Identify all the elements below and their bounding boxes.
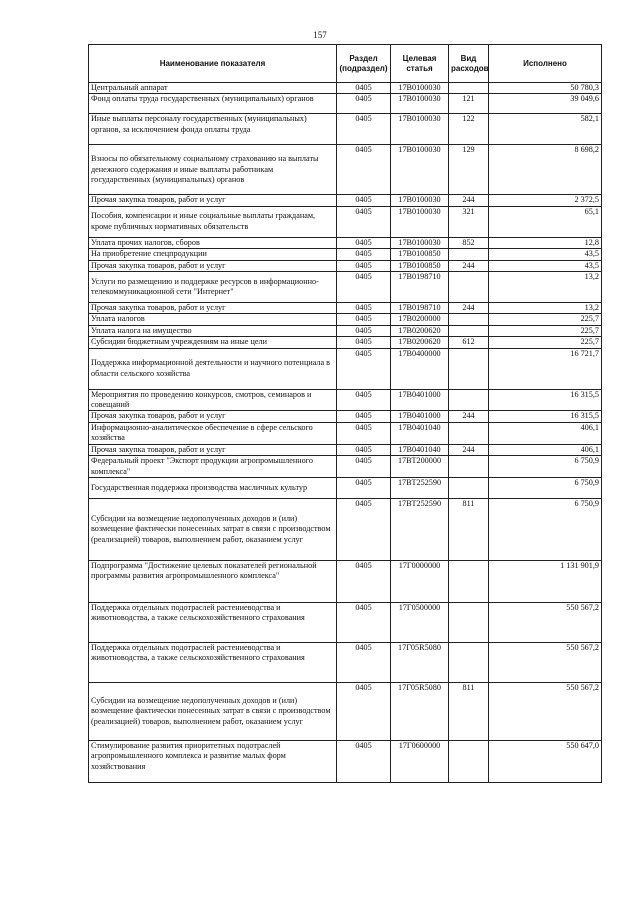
row-section-cell: 0405 — [337, 83, 391, 94]
row-target-cell: 17ВТ252590 — [391, 477, 449, 498]
table-row — [89, 249, 602, 260]
row-value-cell: 43,5 — [489, 249, 602, 260]
row-kind-cell: 811 — [449, 682, 489, 740]
row-section-cell: 0405 — [337, 325, 391, 336]
table-row — [89, 325, 602, 336]
row-section-cell: 0405 — [337, 560, 391, 602]
table-row — [89, 272, 602, 303]
row-name-cell: Субсидии на возмещение недополученных доходов и (или) возмещение фактически понесенных затрат в связи с производством (реализацией) товаров, выполнением работ, оказанием услуг — [89, 498, 337, 560]
row-kind-cell: 321 — [449, 206, 489, 237]
row-name-cell: Прочая закупка товаров, работ и услуг — [89, 444, 337, 455]
row-target-cell: 17В0100030 — [391, 94, 449, 114]
budget-table — [88, 44, 602, 783]
row-name-cell: Прочая закупка товаров, работ и услуг — [89, 260, 337, 271]
row-name-cell: Субсидии на возмещение недополученных доходов и (или) возмещение фактически понесенных затрат в связи с производством (реализацией) товаров, выполнением работ, оказанием услуг — [89, 682, 337, 740]
row-kind-cell — [449, 348, 489, 389]
row-section-cell: 0405 — [337, 456, 391, 478]
row-value-cell: 550 567,2 — [489, 642, 602, 682]
table-row — [89, 498, 602, 560]
row-value-cell: 16 315,5 — [489, 411, 602, 422]
row-kind-cell: 244 — [449, 411, 489, 422]
row-name-cell: Государственная поддержка производства масличных культур — [89, 477, 337, 498]
row-target-cell: 17Г0600000 — [391, 740, 449, 782]
row-section-cell: 0405 — [337, 195, 391, 206]
row-target-cell: 17В0100030 — [391, 195, 449, 206]
row-kind-cell — [449, 456, 489, 478]
row-target-cell: 17В0200620 — [391, 337, 449, 348]
row-value-cell: 225,7 — [489, 314, 602, 325]
row-name-cell: Уплата налога на имущество — [89, 325, 337, 336]
row-value-cell: 225,7 — [489, 337, 602, 348]
row-target-cell: 17Г0500000 — [391, 602, 449, 642]
row-section-cell: 0405 — [337, 740, 391, 782]
row-name-cell: Взносы по обязательному социальному страхованию на выплаты денежного содержания и иные выплаты работникам государственных (муниципальных) органов — [89, 145, 337, 195]
row-value-cell: 13,2 — [489, 303, 602, 314]
row-target-cell: 17ВТ252590 — [391, 498, 449, 560]
row-name-cell: Услуги по размещению и поддержке ресурсов в информационно-телекоммуникационной сети "Интернет" — [89, 272, 337, 303]
row-section-cell: 0405 — [337, 249, 391, 260]
row-kind-cell — [449, 560, 489, 602]
row-name-cell: На приобретение спецпродукции — [89, 249, 337, 260]
row-value-cell: 406,1 — [489, 444, 602, 455]
row-section-cell: 0405 — [337, 145, 391, 195]
row-kind-cell — [449, 325, 489, 336]
table-row — [89, 740, 602, 782]
row-section-cell: 0405 — [337, 272, 391, 303]
row-value-cell: 39 049,6 — [489, 94, 602, 114]
table-row — [89, 444, 602, 455]
row-value-cell: 16 721,7 — [489, 348, 602, 389]
table-row — [89, 114, 602, 145]
table-header-row — [89, 45, 602, 83]
row-kind-cell: 244 — [449, 303, 489, 314]
table-row — [89, 83, 602, 94]
table-row — [89, 560, 602, 602]
row-name-cell: Прочая закупка товаров, работ и услуг — [89, 303, 337, 314]
row-section-cell: 0405 — [337, 237, 391, 248]
row-value-cell: 43,5 — [489, 260, 602, 271]
header-section: Раздел (подраздел) — [337, 45, 391, 83]
row-section-cell: 0405 — [337, 411, 391, 422]
table-row — [89, 303, 602, 314]
table-row — [89, 94, 602, 114]
row-value-cell: 550 647,0 — [489, 740, 602, 782]
table-row — [89, 389, 602, 411]
table-row — [89, 642, 602, 682]
row-value-cell: 6 750,9 — [489, 477, 602, 498]
row-target-cell: 17В0200000 — [391, 314, 449, 325]
page-number: 157 — [313, 30, 327, 40]
row-value-cell: 50 780,3 — [489, 83, 602, 94]
row-target-cell: 17ВТ200000 — [391, 456, 449, 478]
table-row — [89, 237, 602, 248]
table-row — [89, 314, 602, 325]
row-name-cell: Пособия, компенсации и иные социальные выплаты гражданам, кроме публичных нормативных обязательств — [89, 206, 337, 237]
row-value-cell: 6 750,9 — [489, 498, 602, 560]
row-value-cell: 6 750,9 — [489, 456, 602, 478]
row-section-cell: 0405 — [337, 682, 391, 740]
row-target-cell: 17В0401040 — [391, 422, 449, 444]
header-executed: Исполнено — [489, 45, 602, 83]
row-value-cell: 16 315,5 — [489, 389, 602, 411]
row-section-cell: 0405 — [337, 498, 391, 560]
row-section-cell: 0405 — [337, 422, 391, 444]
row-section-cell: 0405 — [337, 602, 391, 642]
row-name-cell: Федеральный проект "Экспорт продукции агропромышленного комплекса" — [89, 456, 337, 478]
row-kind-cell — [449, 602, 489, 642]
row-kind-cell: 244 — [449, 444, 489, 455]
row-kind-cell: 244 — [449, 195, 489, 206]
row-kind-cell — [449, 422, 489, 444]
table-row — [89, 145, 602, 195]
row-value-cell: 550 567,2 — [489, 602, 602, 642]
row-section-cell: 0405 — [337, 114, 391, 145]
table-row — [89, 348, 602, 389]
table-row — [89, 477, 602, 498]
row-kind-cell — [449, 389, 489, 411]
row-value-cell: 12,8 — [489, 237, 602, 248]
row-kind-cell — [449, 642, 489, 682]
row-value-cell: 13,2 — [489, 272, 602, 303]
row-name-cell: Подпрограмма "Достижение целевых показателей региональной программы развития агропромышленного комплекса" — [89, 560, 337, 602]
row-target-cell: 17В0401000 — [391, 389, 449, 411]
row-kind-cell: 122 — [449, 114, 489, 145]
row-name-cell: Иные выплаты персоналу государственных (муниципальных) органов, за исключением фонда оплаты труда — [89, 114, 337, 145]
row-name-cell: Прочая закупка товаров, работ и услуг — [89, 411, 337, 422]
table-row — [89, 195, 602, 206]
row-name-cell: Уплата налогов — [89, 314, 337, 325]
table-row — [89, 682, 602, 740]
row-value-cell: 8 698,2 — [489, 145, 602, 195]
row-kind-cell: 852 — [449, 237, 489, 248]
row-section-cell: 0405 — [337, 477, 391, 498]
row-kind-cell — [449, 272, 489, 303]
row-target-cell: 17В0198710 — [391, 272, 449, 303]
row-value-cell: 1 131 901,9 — [489, 560, 602, 602]
row-target-cell: 17В0401040 — [391, 444, 449, 455]
row-kind-cell — [449, 740, 489, 782]
row-kind-cell — [449, 83, 489, 94]
header-target: Целевая статья — [391, 45, 449, 83]
row-kind-cell: 612 — [449, 337, 489, 348]
row-name-cell: Информационно-аналитическое обеспечение в сфере сельского хозяйства — [89, 422, 337, 444]
row-value-cell: 2 372,5 — [489, 195, 602, 206]
row-target-cell: 17Г05R5080 — [391, 642, 449, 682]
row-name-cell: Мероприятия по проведению конкурсов, смотров, семинаров и совещаний — [89, 389, 337, 411]
row-section-cell: 0405 — [337, 389, 391, 411]
row-target-cell: 17В0100030 — [391, 237, 449, 248]
table-row — [89, 260, 602, 271]
row-name-cell: Прочая закупка товаров, работ и услуг — [89, 195, 337, 206]
table-row — [89, 602, 602, 642]
row-value-cell: 225,7 — [489, 325, 602, 336]
row-section-cell: 0405 — [337, 642, 391, 682]
row-value-cell: 406,1 — [489, 422, 602, 444]
row-kind-cell: 129 — [449, 145, 489, 195]
table-body — [89, 83, 602, 783]
row-kind-cell — [449, 314, 489, 325]
row-section-cell: 0405 — [337, 303, 391, 314]
row-kind-cell: 121 — [449, 94, 489, 114]
row-name-cell: Центральный аппарат — [89, 83, 337, 94]
row-name-cell: Поддержка отдельных подотраслей растениеводства и животноводства, а также сельскохозяйственного страхования — [89, 642, 337, 682]
row-value-cell: 65,1 — [489, 206, 602, 237]
row-kind-cell — [449, 477, 489, 498]
row-name-cell: Стимулирование развития приоритетных подотраслей агропромышленного комплекса и развитие малых форм хозяйствования — [89, 740, 337, 782]
row-kind-cell: 244 — [449, 260, 489, 271]
header-kind: Вид расходов — [449, 45, 489, 83]
row-section-cell: 0405 — [337, 206, 391, 237]
row-target-cell: 17Г0000000 — [391, 560, 449, 602]
row-target-cell: 17В0198710 — [391, 303, 449, 314]
row-section-cell: 0405 — [337, 314, 391, 325]
row-section-cell: 0405 — [337, 260, 391, 271]
row-name-cell: Поддержка отдельных подотраслей растениеводства и животноводства, а также сельскохозяйственного страхования — [89, 602, 337, 642]
row-kind-cell: 811 — [449, 498, 489, 560]
row-section-cell: 0405 — [337, 94, 391, 114]
row-kind-cell — [449, 249, 489, 260]
row-section-cell: 0405 — [337, 348, 391, 389]
row-section-cell: 0405 — [337, 444, 391, 455]
row-target-cell: 17В0100850 — [391, 249, 449, 260]
table-row — [89, 422, 602, 444]
table-row — [89, 456, 602, 478]
row-value-cell: 550 567,2 — [489, 682, 602, 740]
row-name-cell: Поддержка информационной деятельности и научного потенциала в области сельского хозяйства — [89, 348, 337, 389]
row-target-cell: 17В0400000 — [391, 348, 449, 389]
row-target-cell: 17В0100030 — [391, 83, 449, 94]
header-name: Наименование показателя — [89, 45, 337, 83]
row-target-cell: 17В0100030 — [391, 206, 449, 237]
table-row — [89, 411, 602, 422]
row-name-cell: Фонд оплаты труда государственных (муниципальных) органов — [89, 94, 337, 114]
row-name-cell: Субсидии бюджетным учреждениям на иные цели — [89, 337, 337, 348]
row-target-cell: 17Г05R5080 — [391, 682, 449, 740]
row-target-cell: 17В0100030 — [391, 114, 449, 145]
row-target-cell: 17В0100850 — [391, 260, 449, 271]
row-target-cell: 17В0100030 — [391, 145, 449, 195]
row-section-cell: 0405 — [337, 337, 391, 348]
row-target-cell: 17В0200620 — [391, 325, 449, 336]
table-row — [89, 206, 602, 237]
row-name-cell: Уплата прочих налогов, сборов — [89, 237, 337, 248]
row-value-cell: 582,1 — [489, 114, 602, 145]
row-target-cell: 17В0401000 — [391, 411, 449, 422]
table-row — [89, 337, 602, 348]
